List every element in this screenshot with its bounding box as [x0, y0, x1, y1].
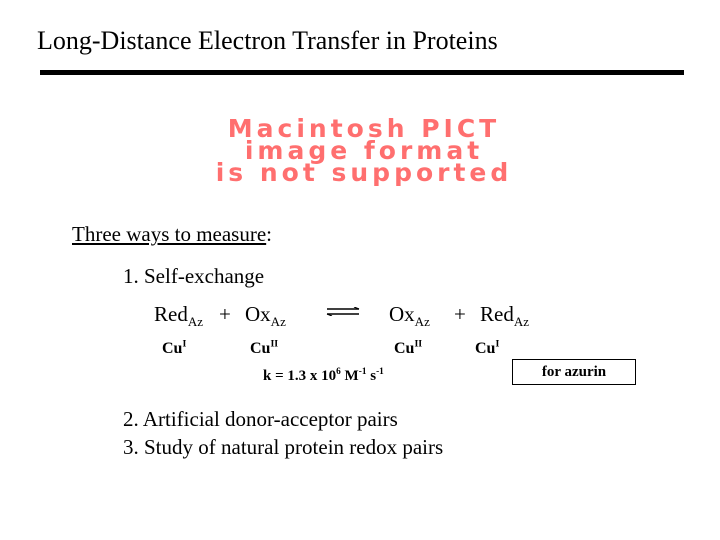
item-artificial-pairs: 2. Artificial donor-acceptor pairs — [123, 407, 398, 431]
item-natural-redox-pairs: 3. Study of natural protein redox pairs — [123, 435, 444, 459]
title-rule — [40, 70, 684, 75]
cu-ii-right: $Cu^{II}$ — [394, 338, 423, 357]
product-red-az: Red$_{Az}$ — [480, 302, 530, 330]
reactant-ox-az: $Ox_{Az}$ — [245, 302, 286, 330]
measure-heading-text: Three ways to measure — [72, 222, 267, 246]
measure-heading-colon: : — [266, 222, 273, 246]
pict-line-2: image format — [244, 136, 484, 165]
reactant-red-az: Red$_{Az}$ — [154, 302, 204, 330]
pict-line-3: is not supported — [215, 158, 513, 187]
azurin-callout: for azurin — [512, 359, 636, 385]
pict-line-1: Macintosh PICT — [227, 114, 501, 143]
slide-title: Long-Distance Electron Transfer in Proteins — [37, 26, 498, 55]
pict-placeholder-image — [118, 114, 610, 187]
plus-sign-right: + — [454, 302, 466, 326]
plus-sign-left: + — [219, 302, 231, 326]
cu-i-left: $Cu^I$ — [162, 338, 187, 357]
item-self-exchange: 1. Self-exchange — [123, 264, 265, 288]
product-ox-az: $Ox_{Az}$ — [389, 302, 430, 330]
cu-i-right: $Cu^I$ — [475, 338, 500, 357]
equilibrium-arrow-icon — [326, 307, 360, 316]
measure-heading — [72, 222, 272, 247]
cu-ii-left: $Cu^{II}$ — [250, 338, 279, 357]
rate-constant: k = 1.3 x $10^6$ $M^{-1}$ $s^{-1}$ — [263, 367, 384, 384]
